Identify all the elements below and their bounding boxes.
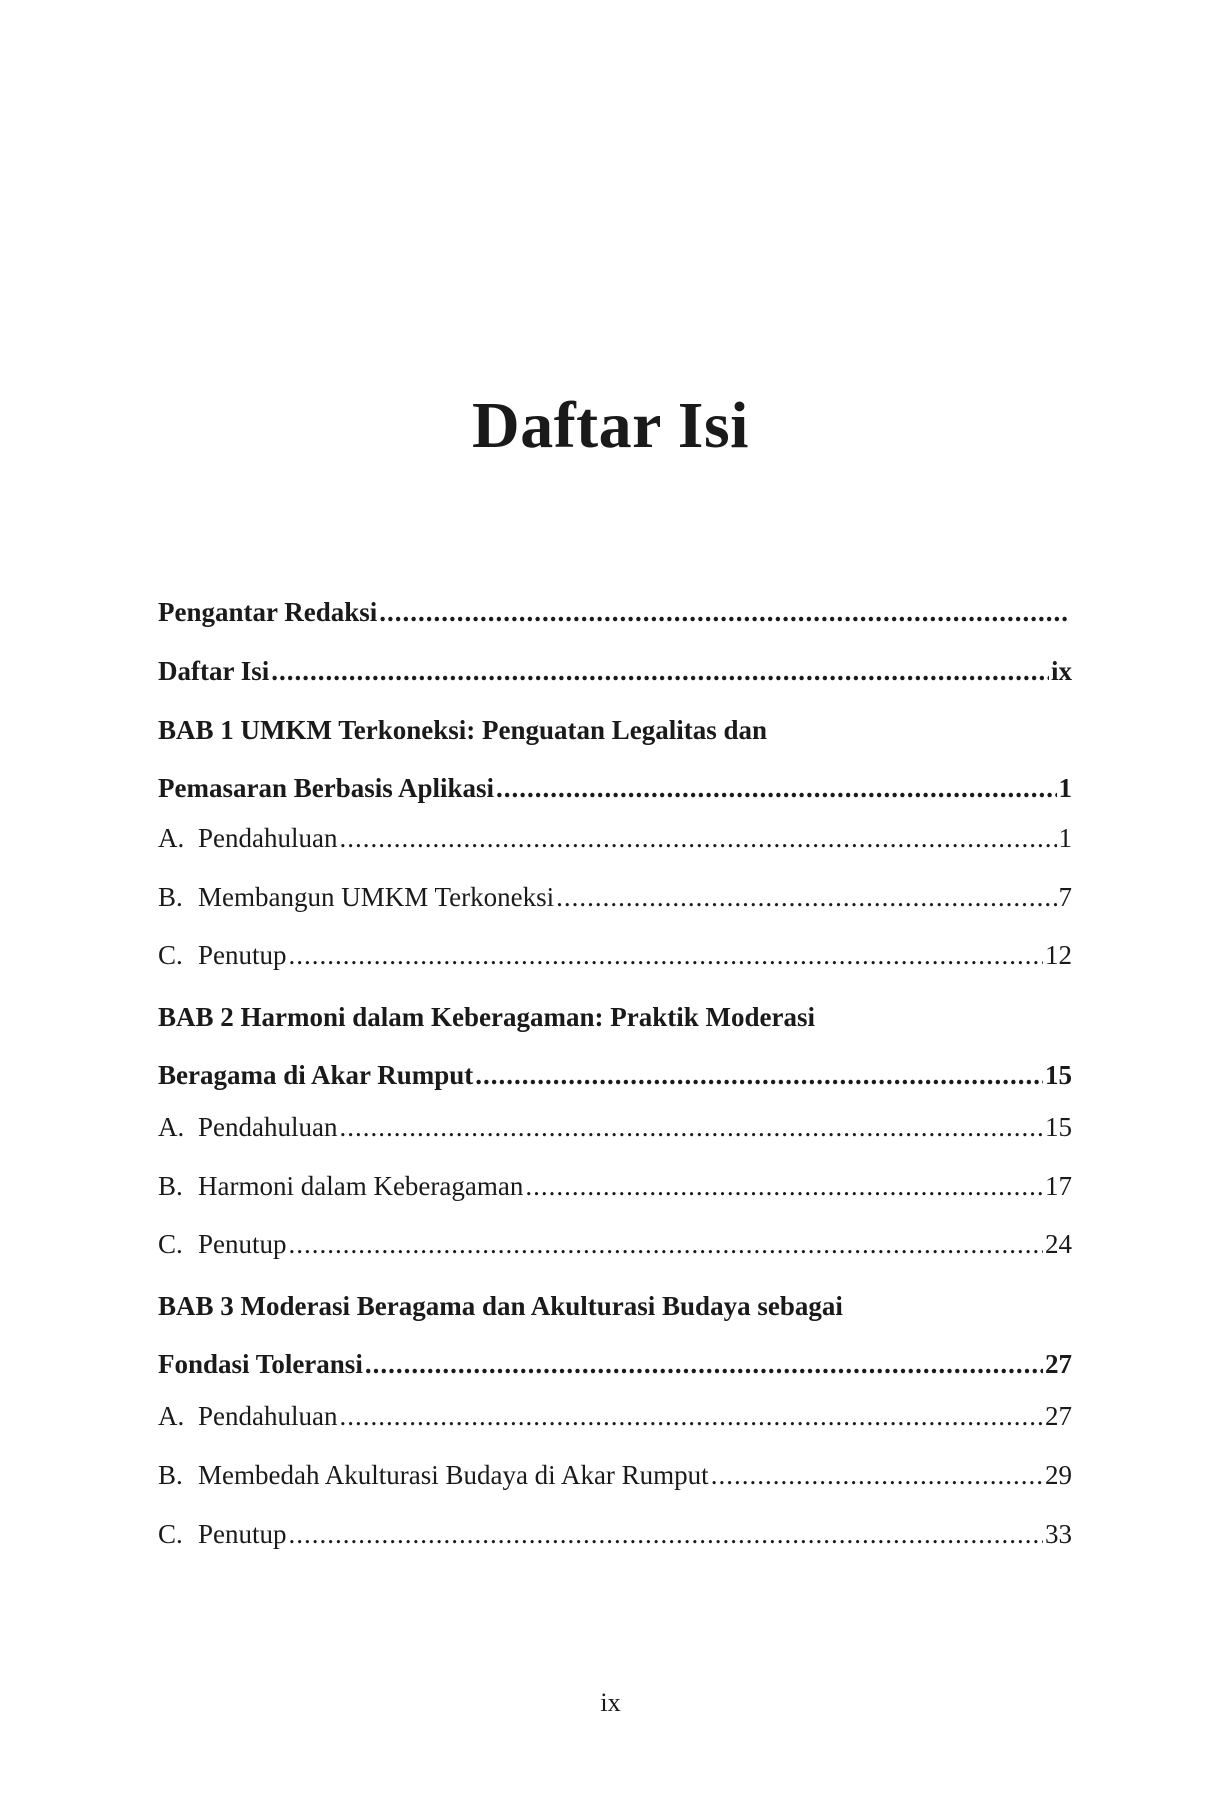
section-letter: A.: [158, 1401, 185, 1431]
toc-entry-daftar-isi[interactable]: [158, 651, 1072, 691]
toc-entry-page: 27: [1045, 1349, 1072, 1379]
toc-entry-page: 24: [1045, 1229, 1072, 1259]
section-letter: B.: [158, 1171, 183, 1201]
toc-section-1c[interactable]: [158, 935, 1072, 975]
toc-entry-label: [158, 1396, 337, 1436]
dot-leader: [475, 1055, 1043, 1095]
section-title: Pendahuluan: [198, 1112, 338, 1142]
section-title: Pendahuluan: [198, 1401, 338, 1431]
toc-entry-page: 15: [1045, 1060, 1072, 1090]
toc-chapter-1-title-line[interactable]: [158, 710, 1072, 750]
section-title: Pendahuluan: [198, 823, 338, 853]
section-title: Harmoni dalam Keberagaman: [198, 1171, 524, 1201]
toc-entry-label: BAB 2 Harmoni dalam Keberagaman: Praktik Moderasi: [158, 1002, 815, 1032]
toc-section-3b[interactable]: [158, 1455, 1072, 1495]
section-title: Membedah Akulturasi Budaya di Akar Rumput: [198, 1460, 709, 1490]
dot-leader: [365, 1344, 1043, 1384]
toc-entry-page: 12: [1045, 940, 1072, 970]
toc-entry-label: BAB 1 UMKM Terkoneksi: Penguatan Legalitas dan: [158, 715, 768, 745]
dot-leader: [496, 768, 1056, 808]
toc-section-2c[interactable]: [158, 1224, 1072, 1264]
section-letter: B.: [158, 882, 183, 912]
toc-section-2a[interactable]: [158, 1107, 1072, 1147]
section-title: Membangun UMKM Terkoneksi: [198, 882, 555, 912]
toc-entry-label: [158, 1514, 287, 1554]
section-letter: C.: [158, 1519, 183, 1549]
toc-entry-label: Daftar Isi: [158, 656, 270, 686]
toc-section-3c[interactable]: [158, 1514, 1072, 1554]
dot-leader: [339, 818, 1056, 858]
toc-entry-page: 15: [1045, 1112, 1072, 1142]
toc-chapter-3-title-line[interactable]: [158, 1286, 1072, 1326]
toc-entry-page: 29: [1045, 1460, 1072, 1490]
toc-entry-page: 17: [1045, 1171, 1072, 1201]
toc-chapter-3[interactable]: [158, 1344, 1072, 1384]
toc-entry-pengantar-redaksi[interactable]: [158, 592, 1072, 632]
toc-entry-label: [158, 1455, 709, 1495]
toc-entry-page: 33: [1045, 1519, 1072, 1549]
dot-leader: [271, 651, 1049, 691]
section-letter: A.: [158, 1112, 185, 1142]
toc-entry-page: 1: [1058, 823, 1072, 853]
dot-leader: [339, 1396, 1043, 1436]
section-letter: C.: [158, 940, 183, 970]
toc-entry-page: 27: [1045, 1401, 1072, 1431]
toc-chapter-2[interactable]: [158, 1055, 1072, 1095]
section-title: Penutup: [198, 1229, 287, 1259]
toc-entry-label: Beragama di Akar Rumput: [158, 1060, 474, 1090]
page-number: ix: [600, 1688, 621, 1717]
dot-leader: [289, 1514, 1043, 1554]
dot-leader: [339, 1107, 1043, 1147]
toc-entry-page: 7: [1058, 882, 1072, 912]
section-letter: C.: [158, 1229, 183, 1259]
toc-section-2b[interactable]: [158, 1166, 1072, 1206]
page-title: Daftar Isi: [472, 389, 749, 462]
toc-entry-label: Pemasaran Berbasis Aplikasi: [158, 773, 495, 803]
dot-leader: [289, 935, 1043, 975]
toc-entry-label: [158, 1224, 287, 1264]
dot-leader: [379, 592, 1070, 632]
section-letter: A.: [158, 823, 185, 853]
toc-entry-label: Fondasi Toleransi: [158, 1349, 363, 1379]
dot-leader: [711, 1455, 1043, 1495]
toc-chapter-1[interactable]: [158, 768, 1072, 808]
toc-chapter-2-title-line[interactable]: [158, 997, 1072, 1037]
toc-entry-label: Pengantar Redaksi: [158, 597, 378, 627]
dot-leader: [556, 877, 1056, 917]
section-title: Penutup: [198, 1519, 287, 1549]
toc-entry-label: [158, 1166, 523, 1206]
toc-entry-page: 1: [1058, 773, 1072, 803]
dot-leader: [525, 1166, 1043, 1206]
section-title: Penutup: [198, 940, 287, 970]
toc-entry-label: [158, 877, 554, 917]
dot-leader: [289, 1224, 1043, 1264]
toc-entry-label: [158, 935, 287, 975]
toc-section-1a[interactable]: [158, 818, 1072, 858]
toc-entry-label: [158, 1107, 337, 1147]
toc-section-3a[interactable]: [158, 1396, 1072, 1436]
toc-entry-label: BAB 3 Moderasi Beragama dan Akulturasi Budaya sebagai: [158, 1291, 843, 1321]
toc-entry-page: ix: [1050, 656, 1072, 686]
toc-section-1b[interactable]: [158, 877, 1072, 917]
toc-entry-label: [158, 818, 337, 858]
section-letter: B.: [158, 1460, 183, 1490]
